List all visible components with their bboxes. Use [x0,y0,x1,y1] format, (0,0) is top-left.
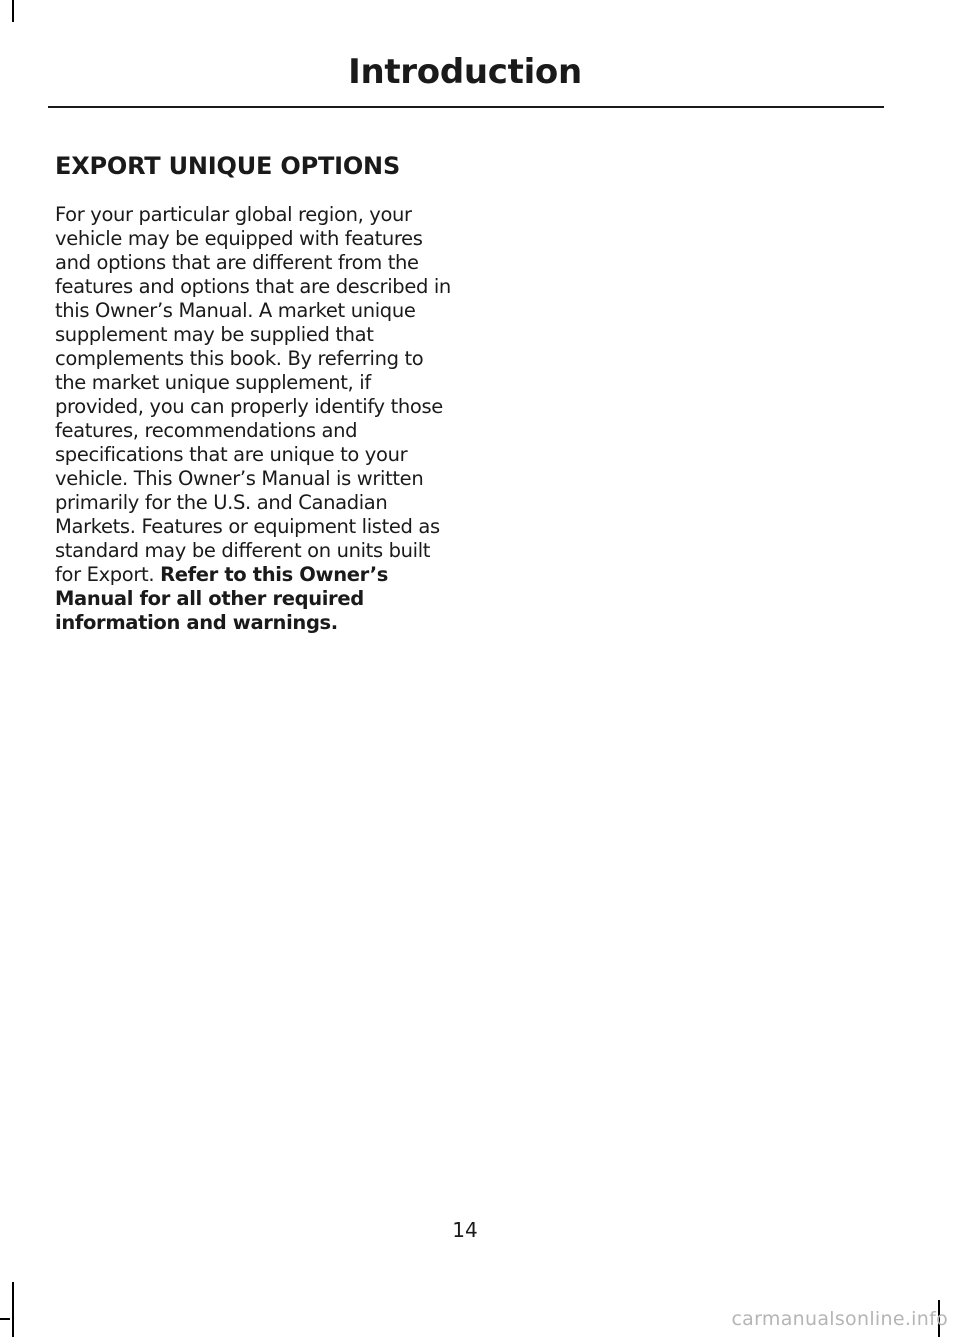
crop-mark-bottom-left-vertical [12,1282,14,1337]
section-heading: EXPORT UNIQUE OPTIONS [55,152,401,180]
section-body [55,203,451,635]
crop-mark-bottom-left-horizontal [0,1318,10,1320]
page-header-title: Introduction [348,52,582,92]
page-number: 14 [452,1218,478,1242]
body-emphasis: Refer to this Owner’s Manual for all other required information and warnings. [55,563,389,634]
header-divider [48,106,884,108]
body-text: For your particular global region, your vehicle may be equipped with features and options that are different from the features and options that are described in this Owner’s Manual. A market unique supplement may be supplied that complements this book. By referring to the market unique supplement, if provided, you can properly identify those features, recommendations and specifications that are unique to your vehicle. This Owner’s Manual is written primarily for the U.S. and Canadian Markets. Features or equipment listed as standard may be different on units built for Export. [55,203,451,586]
crop-mark-top-left-vertical [12,0,14,22]
watermark: carmanualsonline.info [731,1308,948,1330]
